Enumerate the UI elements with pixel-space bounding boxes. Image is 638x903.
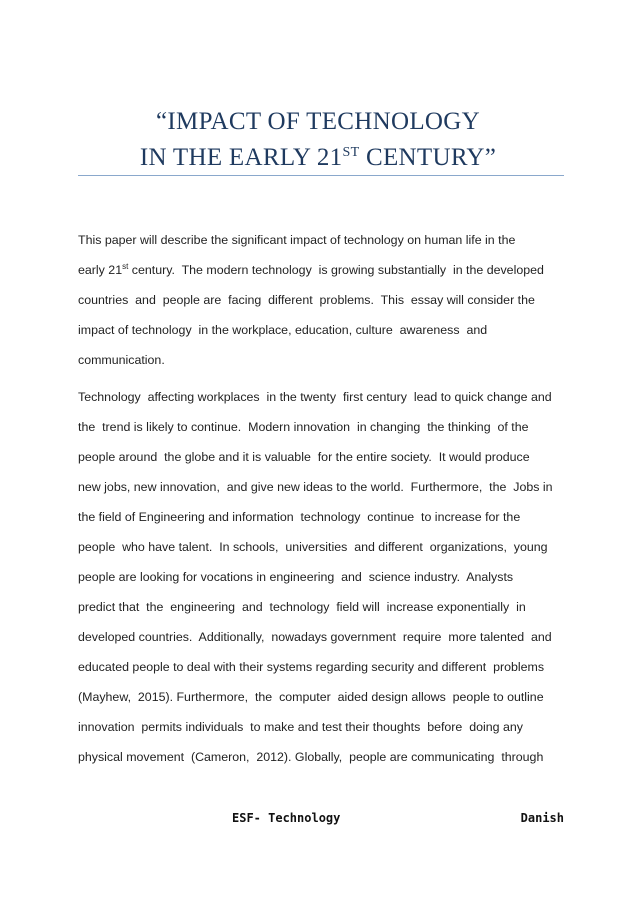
text-line: communication.	[78, 353, 165, 367]
paragraph-2	[78, 386, 564, 776]
title-line-1: “IMPACT OF TECHNOLOGY	[156, 108, 480, 135]
title-line-2	[78, 140, 558, 176]
text-line	[78, 259, 564, 289]
text-superscript: st	[122, 262, 129, 271]
text-line: predict that the engineering and technology field will increase exponentially in	[78, 600, 526, 614]
text-line: countries and people are facing different problems. This essay will consider the	[78, 293, 535, 307]
title-line-2-end: CENTURY”	[359, 144, 497, 171]
title-superscript: ST	[342, 145, 360, 160]
paragraph-spacer	[78, 379, 564, 386]
paragraph-1	[78, 229, 564, 379]
document-title	[78, 104, 558, 176]
text-line: innovation permits individuals to make and test their thoughts before doing any	[78, 720, 523, 734]
text-line: the trend is likely to continue. Modern innovation in changing the thinking of the	[78, 420, 529, 434]
text-line: This paper will describe the significant impact of technology on human life in the	[78, 233, 516, 247]
text-line: (Mayhew, 2015). Furthermore, the computer aided design allows people to outline	[78, 690, 544, 704]
text-line: educated people to deal with their systems regarding security and different problems	[78, 660, 545, 674]
text-line: physical movement (Cameron, 2012). Globally, people are communicating through	[78, 750, 544, 764]
text-line: developed countries. Additionally, nowadays government require more talented and	[78, 630, 552, 644]
footer-course-label: ESF- Technology	[232, 811, 341, 825]
title-divider	[78, 175, 564, 176]
text-line: people around the globe and it is valuable for the entire society. It would produce	[78, 450, 530, 464]
text-line: people are looking for vocations in engineering and science industry. Analysts	[78, 570, 514, 584]
text-line: people who have talent. In schools, universities and different organizations, young	[78, 540, 548, 554]
page-footer	[78, 811, 564, 831]
text-segment: century. The modern technology is growing substantially in the developed	[128, 263, 544, 277]
document-body	[78, 229, 564, 776]
text-segment: early 21	[78, 263, 123, 277]
footer-author-name: Danish	[520, 811, 564, 825]
text-line: impact of technology in the workplace, education, culture awareness and	[78, 323, 488, 337]
text-line: Technology affecting workplaces in the twenty first century lead to quick change and	[78, 390, 552, 404]
text-line: the field of Engineering and information technology continue to increase for the	[78, 510, 521, 524]
text-line: new jobs, new innovation, and give new ideas to the world. Furthermore, the Jobs in	[78, 480, 553, 494]
title-line-2-text: IN THE EARLY 21	[139, 144, 343, 171]
